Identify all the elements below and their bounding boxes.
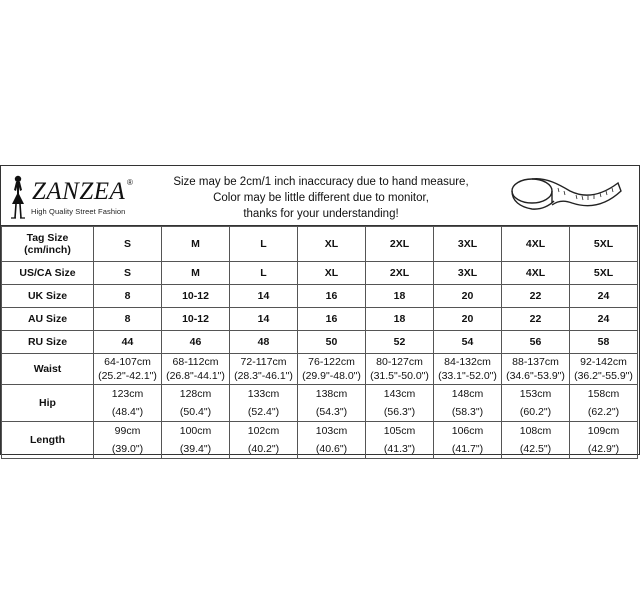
size-cell: 16: [298, 308, 366, 331]
measurement-cm: 105cm: [383, 425, 416, 437]
notice-line: Color may be little different due to monitor,: [213, 192, 429, 204]
measurement-cm: 72-117cm: [240, 356, 287, 368]
measurement-cell: [502, 385, 570, 422]
measurement-inch: (31.5"-50.0"): [370, 370, 429, 382]
size-cell: 56: [502, 331, 570, 354]
size-cell: 16: [298, 285, 366, 308]
measurement-cell: [298, 385, 366, 422]
measurement-inch: (39.0"): [111, 443, 144, 455]
size-cell: 46: [162, 331, 230, 354]
measurement-inch: (58.3"): [451, 406, 484, 418]
registered-mark: ®: [127, 178, 133, 187]
size-header-cell: S: [94, 227, 162, 262]
tag-size-unit: (cm/inch): [24, 244, 71, 256]
table-row: [2, 331, 638, 354]
size-cell: 3XL: [434, 262, 502, 285]
row-label: UK Size: [2, 285, 94, 308]
measurement-cm: 92-142cm: [580, 356, 627, 368]
table-row: [2, 262, 638, 285]
size-header-cell: 2XL: [366, 227, 434, 262]
measurement-inch: (62.2"): [587, 406, 620, 418]
measurement-inch: (34.6"-53.9"): [506, 370, 565, 382]
measurement-inch: (26.8"-44.1"): [166, 370, 225, 382]
size-cell: 22: [502, 285, 570, 308]
measurement-cm: 158cm: [587, 388, 620, 400]
brand-logo: [7, 172, 157, 220]
size-chart-header: [1, 166, 638, 226]
size-header-cell: M: [162, 227, 230, 262]
measurement-cell: [94, 385, 162, 422]
measurement-cell: [162, 385, 230, 422]
size-cell: 50: [298, 331, 366, 354]
measurement-cell: [94, 422, 162, 459]
size-cell: 22: [502, 308, 570, 331]
measurement-inch: (60.2"): [519, 406, 552, 418]
measurement-inch: (29.9"-48.0"): [302, 370, 361, 382]
measurement-cell: [230, 354, 298, 385]
measurement-cm: 84-132cm: [444, 356, 491, 368]
measuring-tape-icon: [506, 169, 624, 223]
measurement-cell: [94, 354, 162, 385]
table-row: [2, 385, 638, 422]
measurement-cell: [366, 385, 434, 422]
measurement-cm: 99cm: [114, 425, 141, 437]
size-cell: 18: [366, 308, 434, 331]
row-label: Length: [2, 422, 94, 459]
measurement-cm: 64-107cm: [104, 356, 151, 368]
size-cell: S: [94, 262, 162, 285]
measurement-inch: (41.7"): [451, 443, 484, 455]
measurement-cm: 102cm: [247, 425, 280, 437]
measurement-inch: (42.9"): [587, 443, 620, 455]
table-row: [2, 227, 638, 262]
measurement-cell: [434, 354, 502, 385]
measurement-inch: (56.3"): [383, 406, 416, 418]
size-cell: 8: [94, 308, 162, 331]
measurement-cell: [502, 354, 570, 385]
row-label: [2, 227, 94, 262]
measurement-cm: 138cm: [315, 388, 348, 400]
measurement-cm: 143cm: [383, 388, 416, 400]
measurement-cm: 80-127cm: [376, 356, 423, 368]
size-header-cell: XL: [298, 227, 366, 262]
measurement-cell: [298, 422, 366, 459]
measurement-cm: 148cm: [451, 388, 484, 400]
measurement-inch: (36.2"-55.9"): [574, 370, 633, 382]
size-cell: M: [162, 262, 230, 285]
size-cell: 48: [230, 331, 298, 354]
row-label: US/CA Size: [2, 262, 94, 285]
measurement-cm: 100cm: [179, 425, 212, 437]
notice-line: Size may be 2cm/1 inch inaccuracy due to hand measure,: [173, 176, 469, 188]
measurement-cell: [570, 422, 638, 459]
size-cell: 10-12: [162, 285, 230, 308]
size-cell: 14: [230, 285, 298, 308]
measurement-cell: [298, 354, 366, 385]
measurement-notice: [161, 174, 481, 222]
measurement-inch: (42.5"): [519, 443, 552, 455]
size-cell: 5XL: [570, 262, 638, 285]
size-cell: 20: [434, 308, 502, 331]
measurement-inch: (54.3"): [315, 406, 348, 418]
row-label: Hip: [2, 385, 94, 422]
table-row: [2, 354, 638, 385]
measurement-inch: (41.3"): [383, 443, 416, 455]
measurement-cell: [570, 385, 638, 422]
size-cell: XL: [298, 262, 366, 285]
size-cell: 58: [570, 331, 638, 354]
measurement-cell: [366, 354, 434, 385]
size-cell: 54: [434, 331, 502, 354]
size-cell: 8: [94, 285, 162, 308]
measurement-cell: [366, 422, 434, 459]
measurement-inch: (25.2"-42.1"): [98, 370, 157, 382]
size-cell: 20: [434, 285, 502, 308]
brand-name: ZANZEA: [32, 178, 126, 205]
measurement-cm: 68-112cm: [172, 356, 219, 368]
measurement-cell: [162, 354, 230, 385]
measurement-cm: 76-122cm: [308, 356, 355, 368]
row-label: Waist: [2, 354, 94, 385]
measurement-inch: (52.4"): [247, 406, 280, 418]
size-cell: 18: [366, 285, 434, 308]
measurement-inch: (40.6"): [315, 443, 348, 455]
measurement-cell: [502, 422, 570, 459]
size-cell: 10-12: [162, 308, 230, 331]
measurement-cm: 133cm: [247, 388, 280, 400]
measurement-cell: [230, 385, 298, 422]
measurement-cm: 106cm: [451, 425, 484, 437]
measurement-cell: [434, 422, 502, 459]
measurement-inch: (33.1"-52.0"): [438, 370, 497, 382]
size-cell: 4XL: [502, 262, 570, 285]
measurement-cell: [230, 422, 298, 459]
measurement-inch: (40.2"): [247, 443, 280, 455]
measurement-inch: (39.4"): [179, 443, 212, 455]
measurement-cm: 153cm: [519, 388, 552, 400]
row-label: AU Size: [2, 308, 94, 331]
measurement-inch: (48.4"): [111, 406, 144, 418]
size-chart: [0, 165, 640, 455]
size-header-cell: L: [230, 227, 298, 262]
measurement-cm: 108cm: [519, 425, 552, 437]
size-cell: 24: [570, 308, 638, 331]
measurement-inch: (50.4"): [179, 406, 212, 418]
measurement-cm: 128cm: [179, 388, 212, 400]
measurement-cell: [434, 385, 502, 422]
brand-tagline: High Quality Street Fashion: [31, 207, 126, 216]
measurement-cm: 88-137cm: [512, 356, 559, 368]
measurement-cell: [162, 422, 230, 459]
size-header-cell: 5XL: [570, 227, 638, 262]
measurement-cell: [570, 354, 638, 385]
size-table: [1, 226, 638, 459]
size-header-cell: 3XL: [434, 227, 502, 262]
notice-line: thanks for your understanding!: [243, 208, 399, 220]
size-cell: 2XL: [366, 262, 434, 285]
measurement-cm: 109cm: [587, 425, 620, 437]
measurement-cm: 123cm: [111, 388, 144, 400]
table-row: [2, 422, 638, 459]
measurement-cm: 103cm: [315, 425, 348, 437]
row-label: RU Size: [2, 331, 94, 354]
measurement-inch: (28.3"-46.1"): [234, 370, 293, 382]
size-header-cell: 4XL: [502, 227, 570, 262]
tag-size-label: Tag Size: [26, 232, 69, 244]
size-cell: 44: [94, 331, 162, 354]
fashion-model-silhouette-icon: [7, 174, 29, 220]
table-row: [2, 285, 638, 308]
size-cell: 52: [366, 331, 434, 354]
size-cell: 14: [230, 308, 298, 331]
size-cell: 24: [570, 285, 638, 308]
table-row: [2, 308, 638, 331]
size-cell: L: [230, 262, 298, 285]
